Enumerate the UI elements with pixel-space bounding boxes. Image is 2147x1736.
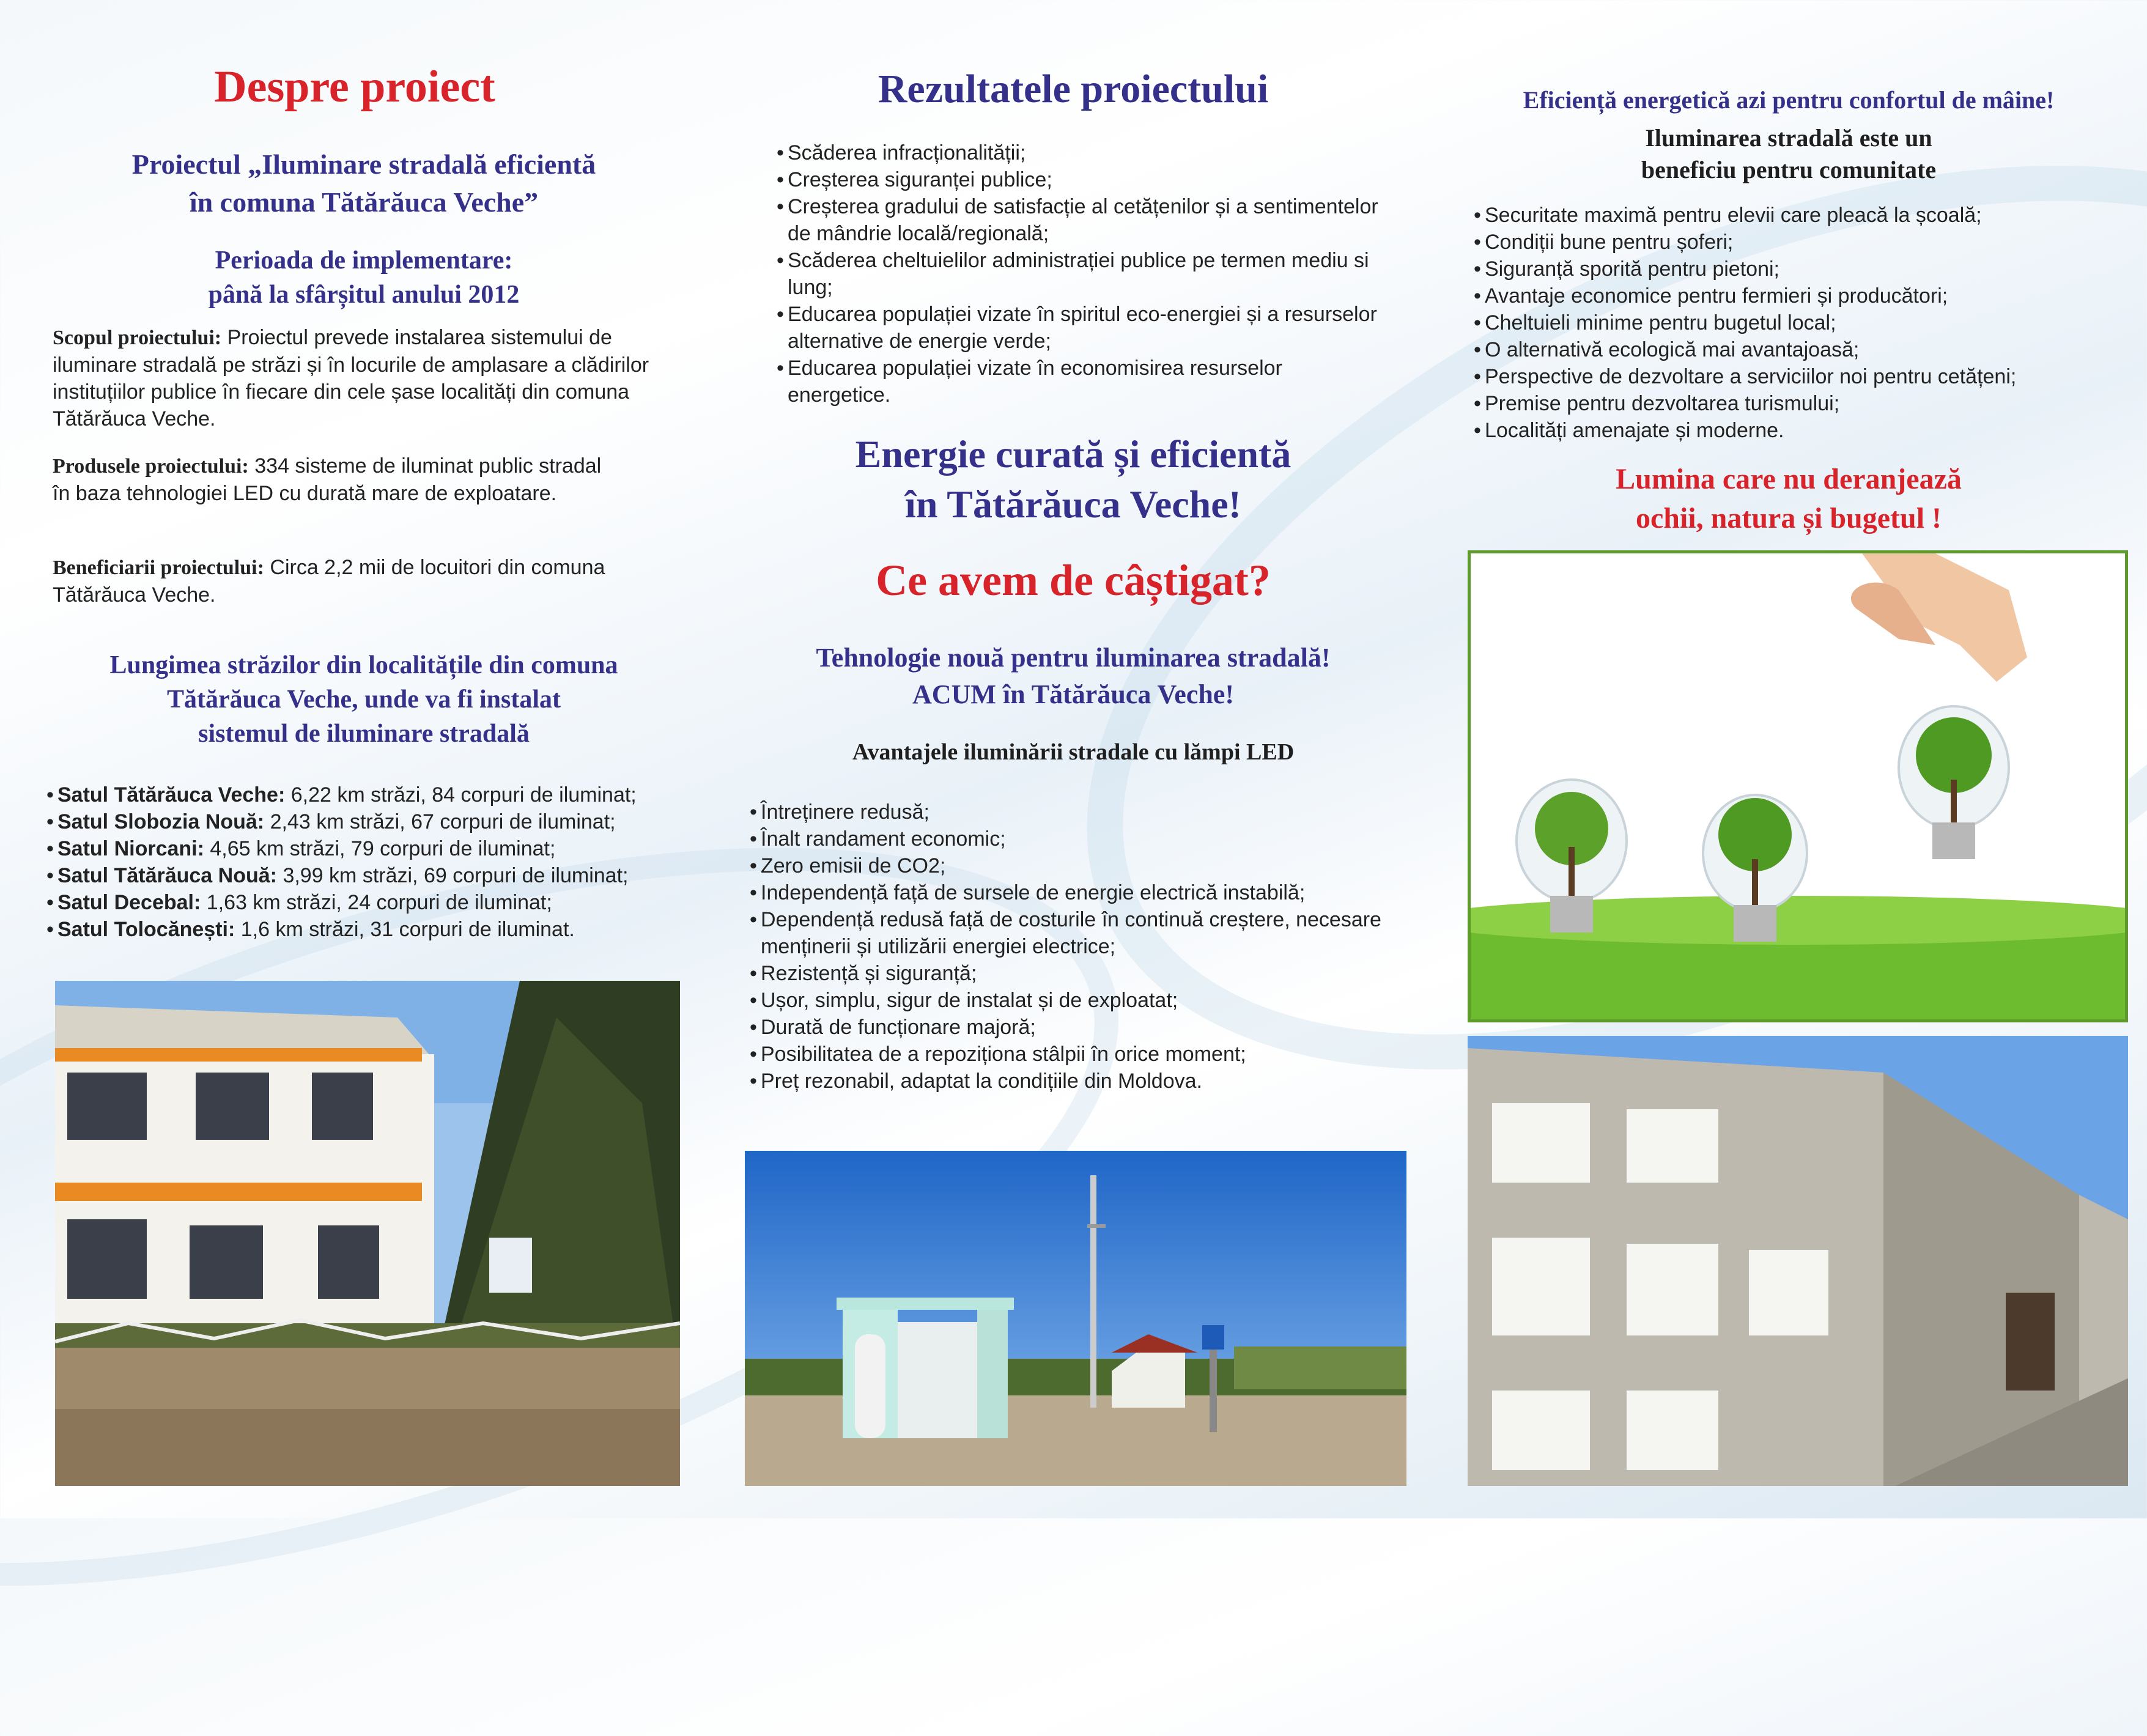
list-item: • Condiții bune pentru șoferi; <box>1474 229 2140 256</box>
list-item: • Educarea populației vizate în economisirea resurselor energetice. <box>777 355 1388 408</box>
list-item: • Satul Tătărăuca Veche: 6,22 km străzi, 84 corpuri de iluminat; <box>46 781 707 808</box>
left-title: Despre proiect <box>214 62 495 112</box>
list-item: • Creșterea siguranței publice; <box>777 166 1388 193</box>
list-item: • Durată de funcționare majoră; <box>750 1014 1410 1041</box>
closing-line2: ochii, natura și bugetul ! <box>1635 502 1942 534</box>
benefit-line1: Iluminarea stradală este un <box>1645 124 1932 152</box>
products-text: 334 sisteme de iluminat public stradal în baza tehnologiei LED cu durată mare de exploatare. <box>53 454 602 505</box>
list-item: • Ușor, simplu, sigur de instalat și de exploatat; <box>750 987 1410 1014</box>
project-name-line2: în comuna Tătărăuca Veche” <box>189 187 539 218</box>
villages-list <box>46 781 707 943</box>
list-item: • Înalt randament economic; <box>750 826 1410 852</box>
benefit-line2: beneficiu pentru comunitate <box>1641 156 1937 183</box>
list-item: • Satul Slobozia Nouă: 2,43 km străzi, 67 corpuri de iluminat; <box>46 808 707 835</box>
beneficiaries-text: Circa 2,2 mii de locuitori din comuna Tătărăuca Veche. <box>53 556 605 607</box>
closing-slogan <box>1468 460 2110 538</box>
project-name <box>49 146 679 221</box>
gain-title: Ce avem de câștigat? <box>876 556 1271 605</box>
list-item: • Avantaje economice pentru fermieri și producători; <box>1474 283 2140 309</box>
list-item: • Posibilitatea de a repoziționa stâlpii în orice moment; <box>750 1041 1410 1068</box>
benefit-heading <box>1468 122 2110 186</box>
list-item: • Întreținere redusă; <box>750 799 1410 826</box>
slogan-line1: Energie curată și eficientă <box>855 432 1292 476</box>
scope-paragraph <box>53 324 658 432</box>
streets-heading-line2: Tătărăuca Veche, unde va fi instalat <box>166 685 561 714</box>
benefits-list <box>1474 202 2140 444</box>
period-line2: până la sfârșitul anului 2012 <box>208 281 520 309</box>
list-item: • Satul Tătărăuca Nouă: 3,99 km străzi, 69 corpuri de iluminat; <box>46 862 707 889</box>
left-panel <box>0 0 715 1518</box>
list-item: • Localități amenajate și moderne. <box>1474 417 2140 444</box>
list-item: • Rezistență și siguranță; <box>750 960 1410 987</box>
list-item: • Premise pentru dezvoltarea turismului; <box>1474 390 2140 417</box>
list-item: • Educarea populației vizate în spiritul eco-energiei și a resurselor alternative de energie verde; <box>777 301 1388 355</box>
slogan-line2: în Tătărăuca Veche! <box>905 482 1241 526</box>
tech-line2: ACUM în Tătărăuca Veche! <box>912 679 1234 709</box>
period-line1: Perioada de implementare: <box>215 246 513 275</box>
beneficiaries-label: Beneficiarii proiectului: <box>53 556 264 579</box>
beneficiaries-paragraph <box>53 554 627 608</box>
list-item: • Scăderea infracționalității; <box>777 139 1388 166</box>
advantages-list <box>750 799 1410 1095</box>
tech-line1: Tehnologie nouă pentru iluminarea stradală! <box>816 643 1331 673</box>
list-item: • Preț rezonabil, adaptat la condițiile din Moldova. <box>750 1068 1410 1095</box>
closing-line1: Lumina care nu deranjează <box>1616 463 1962 495</box>
scope-label: Scopul proiectului: <box>53 327 222 349</box>
right-title: Eficiență energetică azi pentru confortul de mâine! <box>1523 86 2055 114</box>
school-building-photo <box>55 981 680 1486</box>
list-item: • Siguranță sporită pentru pietoni; <box>1474 256 2140 283</box>
list-item: • Satul Decebal: 1,63 km străzi, 24 corpuri de iluminat; <box>46 889 707 916</box>
list-item: • O alternativă ecologică mai avantajoasă; <box>1474 336 2140 363</box>
list-item: • Scăderea cheltuielilor administrației publice pe termen mediu si lung; <box>777 247 1388 301</box>
project-name-line1: Proiectul „Iluminare stradală eficientă <box>131 149 596 180</box>
results-list <box>777 139 1388 408</box>
bus-stop-photo <box>745 1151 1406 1486</box>
scope-text: Proiectul prevede instalarea sistemului de iluminare stradală pe străzi și în locurile de amplasare a clădirilor instituțiilor publice în fiecare din cele șase localități din comuna Tătărăuca Veche. <box>53 326 649 430</box>
list-item: • Zero emisii de CO2; <box>750 852 1410 879</box>
list-item: • Cheltuieli minime pentru bugetul local; <box>1474 309 2140 336</box>
list-item: • Creșterea gradului de satisfacție al cetățenilor și a sentimentelor de mândrie locală/regională; <box>777 193 1388 247</box>
stone-school-photo <box>1468 1036 2128 1486</box>
middle-panel <box>715 0 1431 1518</box>
list-item: • Dependență redusă față de costurile în continuă creștere, necesare menținerii și utilizării energiei electrice; <box>750 906 1410 960</box>
right-panel <box>1431 0 2147 1518</box>
products-paragraph <box>53 452 621 507</box>
products-label: Produsele proiectului: <box>53 455 249 478</box>
eco-bulbs-illustration <box>1468 550 2128 1022</box>
middle-title: Rezultatele proiectului <box>878 67 1269 111</box>
streets-heading-line1: Lungimea străzilor din localitățile din comuna <box>109 651 618 679</box>
advantages-heading: Avantajele iluminării stradale cu lămpi LED <box>852 739 1295 765</box>
list-item: • Securitate maximă pentru elevii care pleacă la școală; <box>1474 202 2140 229</box>
slogan <box>752 429 1394 530</box>
list-item: • Satul Niorcani: 4,65 km străzi, 79 corpuri de iluminat; <box>46 835 707 862</box>
implementation-period <box>49 243 679 312</box>
streets-heading-line3: sistemul de iluminare stradală <box>198 720 530 748</box>
list-item: • Independență față de sursele de energie electrică instabilă; <box>750 879 1410 906</box>
list-item: • Perspective de dezvoltare a serviciilor noi pentru cetățeni; <box>1474 363 2140 390</box>
streets-heading <box>37 648 691 751</box>
tech-headline <box>740 640 1406 713</box>
list-item: • Satul Tolocănești: 1,6 km străzi, 31 corpuri de iluminat. <box>46 916 707 943</box>
